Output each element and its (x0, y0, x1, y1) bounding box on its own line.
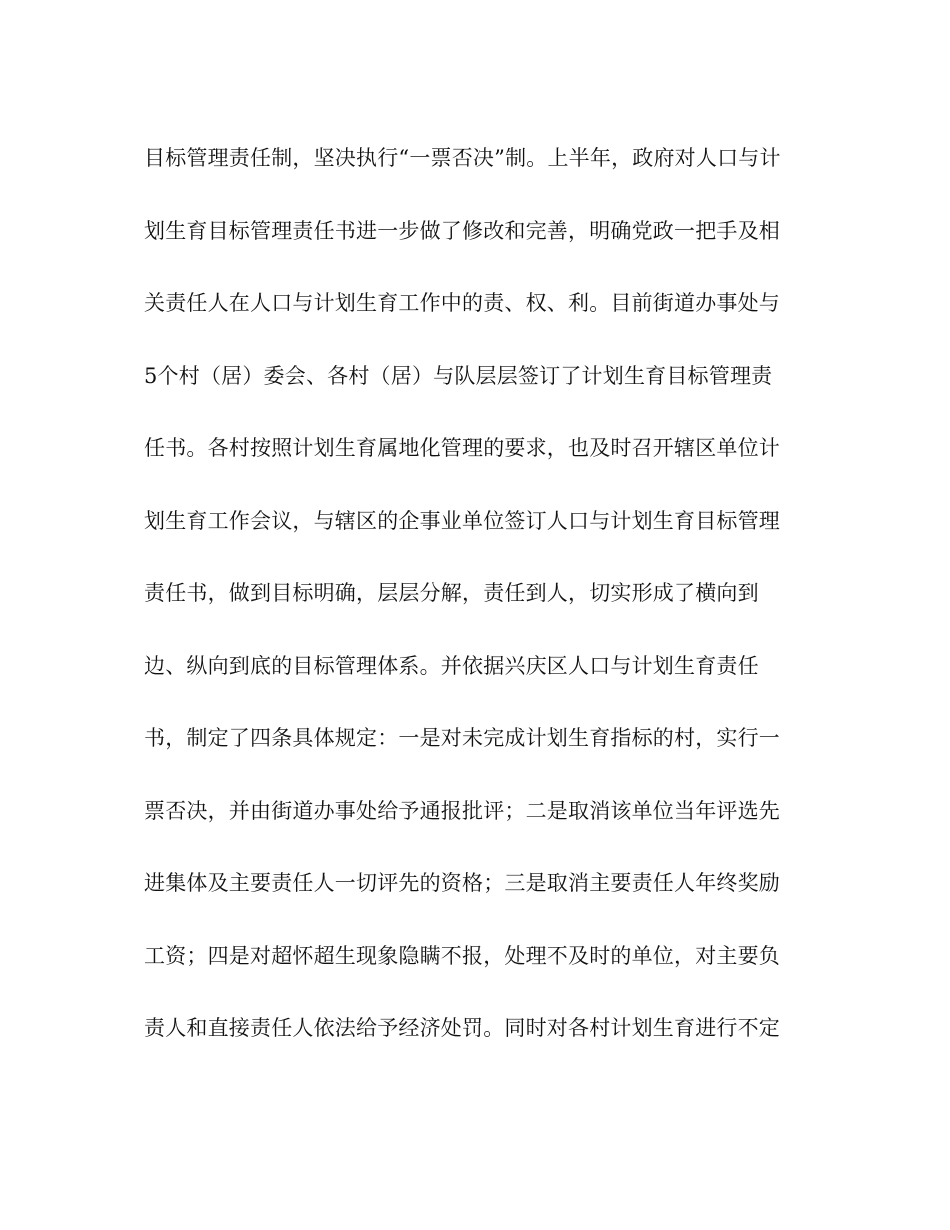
text-line-12: 工资；四是对超怀超生现象隐瞒不报，处理不及时的单位，对主要负 (144, 943, 780, 968)
text-line-7: 责任书，做到目标明确，层层分解，责任到人，切实形成了横向到 (144, 581, 759, 605)
text-line-13: 责人和直接责任人依法给予经济处罚。同时对各村计划生育进行不定 (144, 1016, 780, 1040)
body-text (144, 138, 804, 1081)
text-line-6: 划生育工作会议，与辖区的企事业单位签订人口与计划生育目标管理 (144, 508, 780, 533)
text-line-11: 进集体及主要责任人一切评先的资格；三是取消主要责任人年终奖励 (144, 871, 780, 895)
text-line-8: 边、纵向到底的目标管理体系。并依据兴庆区人口与计划生育责任 (144, 653, 759, 678)
text-line-10: 票否决，并由街道办事处给予通报批评；二是取消该单位当年评选先 (144, 798, 780, 823)
text-line-4: 5个村（居）委会、各村（居）与队层层签订了计划生育目标管理责 (144, 363, 773, 388)
text-line-1: 目标管理责任制，坚决执行“一票否决”制。上半年，政府对人口与计 (144, 146, 781, 170)
text-line-5: 任书。各村按照计划生育属地化管理的要求，也及时召开辖区单位计 (144, 436, 780, 460)
text-line-9: 书，制定了四条具体规定：一是对未完成计划生育指标的村，实行一 (144, 726, 780, 750)
text-line-3: 关责任人在人口与计划生育工作中的责、权、利。目前街道办事处与 (144, 291, 780, 315)
text-line-2: 划生育目标管理责任书进一步做了修改和完善，明确党政一把手及相 (144, 218, 780, 243)
